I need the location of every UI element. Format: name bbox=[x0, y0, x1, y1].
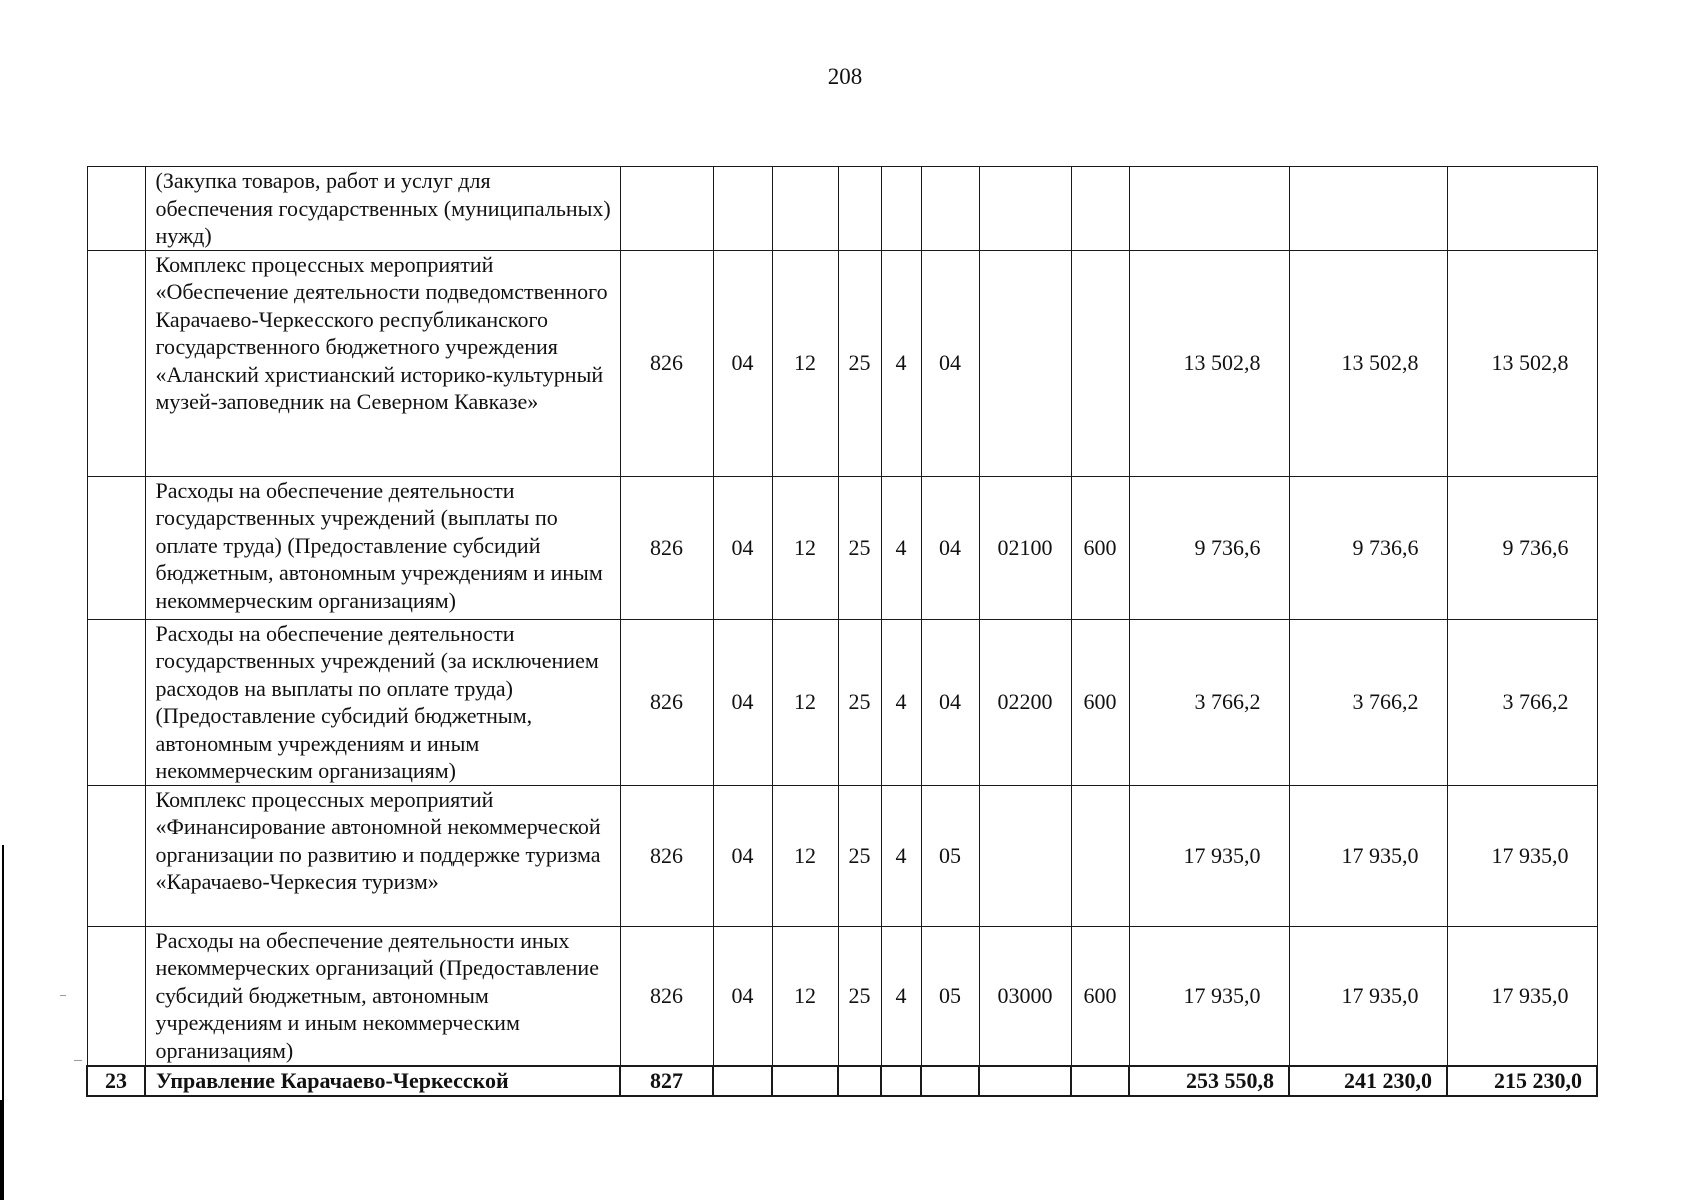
row-description: (Закупка товаров, работ и услуг для обеспечения государственных (муниципальных) нужд) bbox=[145, 167, 620, 251]
cell-direction-code bbox=[979, 1066, 1071, 1096]
cell-expense-type-code: 600 bbox=[1071, 476, 1129, 619]
cell-direction-code bbox=[979, 167, 1071, 251]
table-row bbox=[87, 250, 1597, 476]
table-row bbox=[87, 926, 1597, 1066]
cell-section-code: 04 bbox=[713, 619, 772, 785]
cell-section-code: 04 bbox=[713, 785, 772, 926]
cell-ministry-code: 827 bbox=[620, 1066, 713, 1096]
cell-subprogram-code: 4 bbox=[881, 250, 921, 476]
row-number bbox=[87, 785, 145, 926]
cell-event-code: 04 bbox=[921, 476, 979, 619]
cell-amount-year-2 bbox=[1289, 167, 1447, 251]
cell-ministry-code: 826 bbox=[620, 476, 713, 619]
cell-subsection-code: 12 bbox=[772, 476, 838, 619]
page-number: 208 bbox=[827, 64, 863, 89]
cell-direction-code: 02200 bbox=[979, 619, 1071, 785]
cell-program-code: 25 bbox=[838, 785, 881, 926]
row-number bbox=[87, 926, 145, 1066]
table-row bbox=[87, 167, 1597, 251]
cell-subsection-code: 12 bbox=[772, 926, 838, 1066]
cell-program-code: 25 bbox=[838, 926, 881, 1066]
cell-amount-year-3: 215 230,0 bbox=[1447, 1066, 1597, 1096]
cell-ministry-code: 826 bbox=[620, 926, 713, 1066]
table-row bbox=[87, 785, 1597, 926]
cell-amount-year-1: 253 550,8 bbox=[1129, 1066, 1289, 1096]
cell-amount-year-3: 13 502,8 bbox=[1447, 250, 1597, 476]
cell-amount-year-2: 9 736,6 bbox=[1289, 476, 1447, 619]
cell-amount-year-1 bbox=[1129, 167, 1289, 251]
cell-ministry-code: 826 bbox=[620, 619, 713, 785]
cell-amount-year-1: 9 736,6 bbox=[1129, 476, 1289, 619]
cell-direction-code bbox=[979, 785, 1071, 926]
cell-program-code: 25 bbox=[838, 476, 881, 619]
cell-ministry-code bbox=[620, 167, 713, 251]
cell-event-code: 05 bbox=[921, 785, 979, 926]
cell-ministry-code: 826 bbox=[620, 250, 713, 476]
cell-amount-year-2: 3 766,2 bbox=[1289, 619, 1447, 785]
cell-ministry-code: 826 bbox=[620, 785, 713, 926]
row-number: 23 bbox=[87, 1066, 145, 1096]
row-description: Управление Карачаево-Черкесской bbox=[145, 1066, 620, 1096]
cell-subsection-code: 12 bbox=[772, 785, 838, 926]
cell-amount-year-1: 17 935,0 bbox=[1129, 926, 1289, 1066]
cell-expense-type-code: 600 bbox=[1071, 926, 1129, 1066]
cell-program-code bbox=[838, 1066, 881, 1096]
row-description: Комплекс процессных мероприятий «Обеспечение деятельности подведомственного Карачаево-Черкесского республиканского государственного бюджетного учреждения «Аланский христианский историко-культурный музей-заповедник на Северном Кавказе» bbox=[145, 250, 620, 476]
cell-amount-year-1: 17 935,0 bbox=[1129, 785, 1289, 926]
cell-event-code bbox=[921, 1066, 979, 1096]
cell-subsection-code bbox=[772, 1066, 838, 1096]
cell-subprogram-code: 4 bbox=[881, 785, 921, 926]
cell-event-code: 05 bbox=[921, 926, 979, 1066]
cell-program-code: 25 bbox=[838, 250, 881, 476]
cell-amount-year-3 bbox=[1447, 167, 1597, 251]
table-row bbox=[87, 619, 1597, 785]
cell-amount-year-2: 13 502,8 bbox=[1289, 250, 1447, 476]
budget-table bbox=[86, 166, 1598, 1097]
scan-edge-line bbox=[0, 1100, 4, 1200]
cell-amount-year-3: 9 736,6 bbox=[1447, 476, 1597, 619]
cell-event-code: 04 bbox=[921, 619, 979, 785]
cell-direction-code: 03000 bbox=[979, 926, 1071, 1066]
cell-section-code: 04 bbox=[713, 476, 772, 619]
cell-subprogram-code: 4 bbox=[881, 619, 921, 785]
scan-dot bbox=[60, 995, 66, 996]
cell-subprogram-code: 4 bbox=[881, 476, 921, 619]
row-description: Расходы на обеспечение деятельности иных некоммерческих организаций (Предоставление субсидий бюджетным, автономным учреждениям и иным некоммерческим организациям) bbox=[145, 926, 620, 1066]
scan-dot bbox=[74, 1060, 82, 1061]
cell-subsection-code: 12 bbox=[772, 619, 838, 785]
cell-direction-code bbox=[979, 250, 1071, 476]
cell-subprogram-code bbox=[881, 167, 921, 251]
row-number bbox=[87, 619, 145, 785]
cell-section-code bbox=[713, 1066, 772, 1096]
cell-section-code: 04 bbox=[713, 926, 772, 1066]
cell-expense-type-code bbox=[1071, 1066, 1129, 1096]
cell-amount-year-3: 17 935,0 bbox=[1447, 785, 1597, 926]
row-number bbox=[87, 476, 145, 619]
cell-amount-year-2: 17 935,0 bbox=[1289, 926, 1447, 1066]
cell-program-code: 25 bbox=[838, 619, 881, 785]
cell-section-code bbox=[713, 167, 772, 251]
cell-amount-year-3: 3 766,2 bbox=[1447, 619, 1597, 785]
cell-amount-year-2: 241 230,0 bbox=[1289, 1066, 1447, 1096]
cell-subprogram-code: 4 bbox=[881, 926, 921, 1066]
cell-section-code: 04 bbox=[713, 250, 772, 476]
table-row bbox=[87, 476, 1597, 619]
cell-subsection-code bbox=[772, 167, 838, 251]
table-row-total bbox=[87, 1066, 1597, 1096]
cell-subsection-code: 12 bbox=[772, 250, 838, 476]
cell-direction-code: 02100 bbox=[979, 476, 1071, 619]
cell-amount-year-2: 17 935,0 bbox=[1289, 785, 1447, 926]
cell-amount-year-3: 17 935,0 bbox=[1447, 926, 1597, 1066]
cell-expense-type-code bbox=[1071, 785, 1129, 926]
cell-amount-year-1: 3 766,2 bbox=[1129, 619, 1289, 785]
row-description: Комплекс процессных мероприятий «Финансирование автономной некоммерческой организации по развитию и поддержке туризма «Карачаево-Черкесия туризм» bbox=[145, 785, 620, 926]
cell-expense-type-code bbox=[1071, 167, 1129, 251]
row-number bbox=[87, 250, 145, 476]
cell-subprogram-code bbox=[881, 1066, 921, 1096]
cell-expense-type-code bbox=[1071, 250, 1129, 476]
row-description: Расходы на обеспечение деятельности государственных учреждений (выплаты по оплате труда) (Предоставление субсидий бюджетным, автономным учреждениям и иным некоммерческим организациям) bbox=[145, 476, 620, 619]
row-number bbox=[87, 167, 145, 251]
cell-event-code bbox=[921, 167, 979, 251]
cell-amount-year-1: 13 502,8 bbox=[1129, 250, 1289, 476]
cell-program-code bbox=[838, 167, 881, 251]
cell-event-code: 04 bbox=[921, 250, 979, 476]
row-description: Расходы на обеспечение деятельности государственных учреждений (за исключением расходов на выплаты по оплате труда) (Предоставление субсидий бюджетным, автономным учреждениям и иным некоммерческим организациям) bbox=[145, 619, 620, 785]
cell-expense-type-code: 600 bbox=[1071, 619, 1129, 785]
